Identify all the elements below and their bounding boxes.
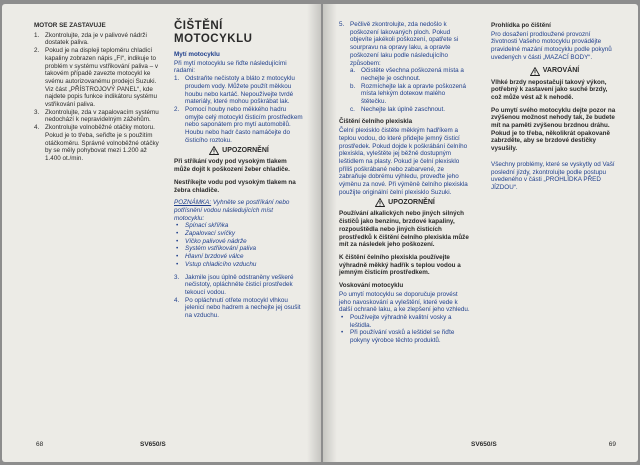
warning-text: Vlhké brzdy nepostačují takový výkon, potřebný k zastavení jako suché brzdy, což může vést až k nehodě.: [491, 78, 608, 101]
caution-text: Při stříkání vody pod vysokým tlakem může dojít k poškození žeber chladiče.: [174, 158, 290, 174]
warning-header: [491, 67, 618, 76]
wax-text: Po umytí motocyklu se doporučuje provést jeho navoskování a vyleštění, které vede k další ochraně laku, a ke zlepšení jeho vzhledu.: [339, 290, 470, 314]
page-gutter-shadow: [323, 4, 337, 462]
wax-list: [339, 314, 471, 345]
washing-title: Mytí motocyklu: [174, 51, 220, 58]
right-page: [323, 4, 638, 462]
list-item-text: Jakmile jsou úplně odstraněny veškeré nečistoty, opláchněte čisticí prostředek tekoucí vodou.: [185, 273, 294, 296]
list-item-text: Zapalovací svíčky: [185, 230, 236, 238]
warning-text: Po umytí svého motocyklu dejte pozor na zvýšenou možnost nehody tak, že budete mít na paměti zvýšenou brzdnou dráhu. Pokud je to třeba, několikrát opakovaně zabrzděte, aby se brzdové destičky vysušily.: [491, 106, 616, 153]
sub-list-item: [350, 106, 471, 114]
list-item: [339, 21, 471, 113]
caution-text: Používání alkalických nebo jiných silných čističů jako benzínu, brzdové kapaliny, rozpouštědla nebo jiných čisticích prostředků k čištění čelního plexiskla může mít za následek jeho poškození.: [339, 210, 469, 249]
final-text: Všechny problémy, které se vyskytly od Vaší poslední jízdy, zkontrolujte podle postupu uvedeného v části „PROHLÍDKA PŘED JÍZDOU“.: [491, 160, 615, 191]
list-item: [34, 47, 160, 109]
list-item: [174, 106, 304, 145]
sub-list-item-letter: a.: [350, 67, 356, 75]
cleaning-title: ČIŠTĚNÍ MOTOCYKLU: [174, 20, 253, 45]
list-item-text: Používejte výhradně kvalitní vosky a leštidla.: [350, 313, 452, 329]
list-item: [174, 274, 304, 297]
page-number: 69: [608, 441, 616, 448]
left-page-column-2: [174, 20, 304, 320]
caution-text: K čištění čelního plexiskla používejte výhradně měkký hadřík s teplou vodou a jemným čisticím prostředkem.: [339, 253, 461, 277]
wax-title: Voskování motocyklu: [339, 282, 404, 290]
footer-model: SV650/S: [471, 441, 497, 448]
list-item-text: Zkontrolujte, zda je v palivové nádrži dostatek paliva.: [45, 31, 147, 47]
list-item-number: 4.: [174, 296, 180, 304]
visor-text: Čelní plexisklo čistěte měkkým hadříkem a teplou vodou, do které přidejte jemný čisticí prostředek. Pokud dojde k poškrábání čelního plexiskla, vyleštěte jej běžně dostupným leštidlem na plasty. Pokud je čelní plexisklo příliš poškrábané nebo zabarvené, ze zabraňuje dobrému výhledu, proveďte jeho výměnu za nové. Při výměně čelního plexiskla použijte originální čelní plexisklo Suzuki.: [339, 127, 468, 196]
washing-intro: Při mytí motocyklu se řiďte následujícími radami:: [174, 59, 287, 75]
list-item-number: 2.: [174, 105, 180, 113]
list-item-number: 1.: [34, 31, 40, 39]
stopping-title: MOTOR SE ZASTAVUJE: [34, 22, 106, 29]
list-item-text: Zkontrolujte volnoběžné otáčky motoru. Pokud je to třeba, seřiďte je s použitím otáčkoměru. Správné volnoběžné otáčky by se měly pohybovat mezi 1.200 až 1.400 ot./min.: [45, 124, 159, 162]
list-item: • Vstup chladicího vzduchu: [176, 260, 257, 268]
list-item: • Víčko palivové nádrže: [176, 237, 247, 245]
list-item-text: Pomocí houby nebo měkkého hadru omyjte celý motocykl čisticím prostředkem nebo saponátem pro mytí automobilů. Houbu nebo hadr často namáčejte do čisticího roztoku.: [185, 105, 303, 144]
washing-list-final: [339, 21, 471, 113]
list-item-text: Pokud je na displeji teploměru chladicí kapaliny zobrazen nápis „FI“, indikuje to problém v systému vstřikování paliva – v takovém případě zavezte motocykl ke svému autorizovanému prodejci Suzuki. Viz část „PŘÍSTROJOVÝ PANEL“, kde najdete popis funkce indikátoru systému vstřikování paliva.: [45, 47, 159, 109]
sub-list-item-text: Nechejte lak úplně zaschnout.: [361, 105, 446, 113]
caution-text: Nestříkejte vodu pod vysokým tlakem na žebra chladiče.: [174, 178, 296, 194]
list-item-text: Po opláchnutí otřete motocykl vlhkou jelenicí nebo hadrem a nechejte jej osušit na vzduchu.: [185, 296, 301, 320]
caution-header: [174, 146, 304, 155]
list-item-text: Systém vstřikování paliva: [185, 245, 257, 253]
list-item: • Zapalovací svíčky: [176, 230, 236, 238]
list-item: [174, 75, 304, 106]
sub-list-item: [350, 83, 471, 106]
warning-label: VAROVÁNÍ: [542, 67, 580, 75]
caution-label: UPOZORNĚNÍ: [222, 147, 269, 155]
list-item-number: 4.: [34, 124, 40, 132]
caution-label: UPOZORNĚNÍ: [388, 199, 435, 207]
list-item-text: Zkontrolujte, zda v zapalovacím systému nedochází k nepravidelným zážehům.: [45, 108, 159, 124]
list-item-text: Pečlivě zkontrolujte, zda nedošlo k poškození lakovaných ploch. Pokud objevíte jakékoli poškození, opatřete si sourpravu na opravy laku, a opravte poškození laku podle následujícího způsobem:: [350, 21, 459, 67]
warning-triangle-icon: [530, 67, 540, 76]
washing-list: [174, 75, 304, 144]
caution-header: [339, 198, 471, 207]
sub-list-item-text: Rozmíchejte lak a opravte poškozená místa lehkým doteком malého štětečku.: [361, 82, 467, 106]
list-item-number: 2.: [34, 47, 40, 55]
note-text: Vyhněte se postříkání nebo potřísnění vodou následujících míst motocyklu:: [174, 199, 290, 222]
list-item: [34, 32, 160, 47]
sub-list: [350, 67, 471, 113]
list-item: • Při používání vosků a leštidel se řiďte pokyny výrobce těchto produktů.: [341, 329, 455, 345]
sub-list-item-letter: b.: [350, 82, 356, 90]
list-item: [34, 109, 160, 124]
list-item: • Hlavní brzdové válce: [176, 253, 244, 261]
list-item-number: 1.: [174, 75, 180, 83]
list-item-text: Hlavní brzdové válce: [185, 253, 244, 261]
list-item-text: Vstup chladicího vzduchu: [185, 260, 257, 268]
list-item-text: Odstraňte nečistoty a bláto z motocyklu proudem vody. Můžete použít měkkou houbu nebo kartáč. Nepoužívejte tvrdé materiály, které mohou poškrábat lak.: [185, 75, 295, 106]
warning-triangle-icon: [375, 198, 385, 207]
note-label: POZNÁMKA:: [174, 199, 212, 207]
list-item-number: 3.: [174, 273, 180, 281]
left-page-column-1: [34, 22, 160, 163]
list-item-text: Spínací skříňka: [185, 222, 229, 230]
sub-list-item: [350, 67, 471, 82]
list-item-number: 5.: [339, 21, 345, 28]
list-item-text: Víčko palivové nádrže: [185, 237, 247, 245]
visor-title: Čištění čelního plexiskla: [339, 118, 413, 126]
list-item-number: 3.: [34, 108, 40, 116]
list-item: • Používejte výhradně kvalitní vosky a leštidla.: [341, 313, 452, 329]
inspection-text: Pro dosažení prodloužené provozní životnosti Vašeho motocyklu provádějte pravidelné mazání motocyklu podle pokynů uvedených v části „MAZACÍ BODY“.: [491, 30, 612, 61]
page-gutter-shadow: [307, 4, 321, 462]
page-number: 68: [36, 441, 44, 448]
sub-list-item-text: Očistěte všechna poškozená místa a nechejte je oschnout.: [361, 67, 464, 82]
list-item: • Systém vstřikování paliva: [176, 245, 257, 253]
note-list: [174, 222, 304, 268]
right-page-column-1: [339, 21, 471, 345]
list-item: [174, 297, 304, 320]
list-item-text: Při používání vosků a leštidel se řiďte pokyny výrobce těchto produktů.: [350, 329, 455, 345]
footer-model: SV650/S: [140, 441, 166, 448]
stopping-list: [34, 32, 160, 163]
left-page: [2, 4, 321, 462]
warning-triangle-icon: [209, 146, 219, 155]
note-paragraph: [174, 199, 304, 222]
sub-list-item-letter: c.: [350, 105, 355, 113]
inspection-title: Prohlídka po čištění: [491, 22, 551, 29]
list-item: [34, 124, 160, 163]
list-item: • Spínací skříňka: [176, 222, 229, 230]
washing-list-continued: [174, 274, 304, 320]
right-page-column-2: [491, 22, 618, 192]
